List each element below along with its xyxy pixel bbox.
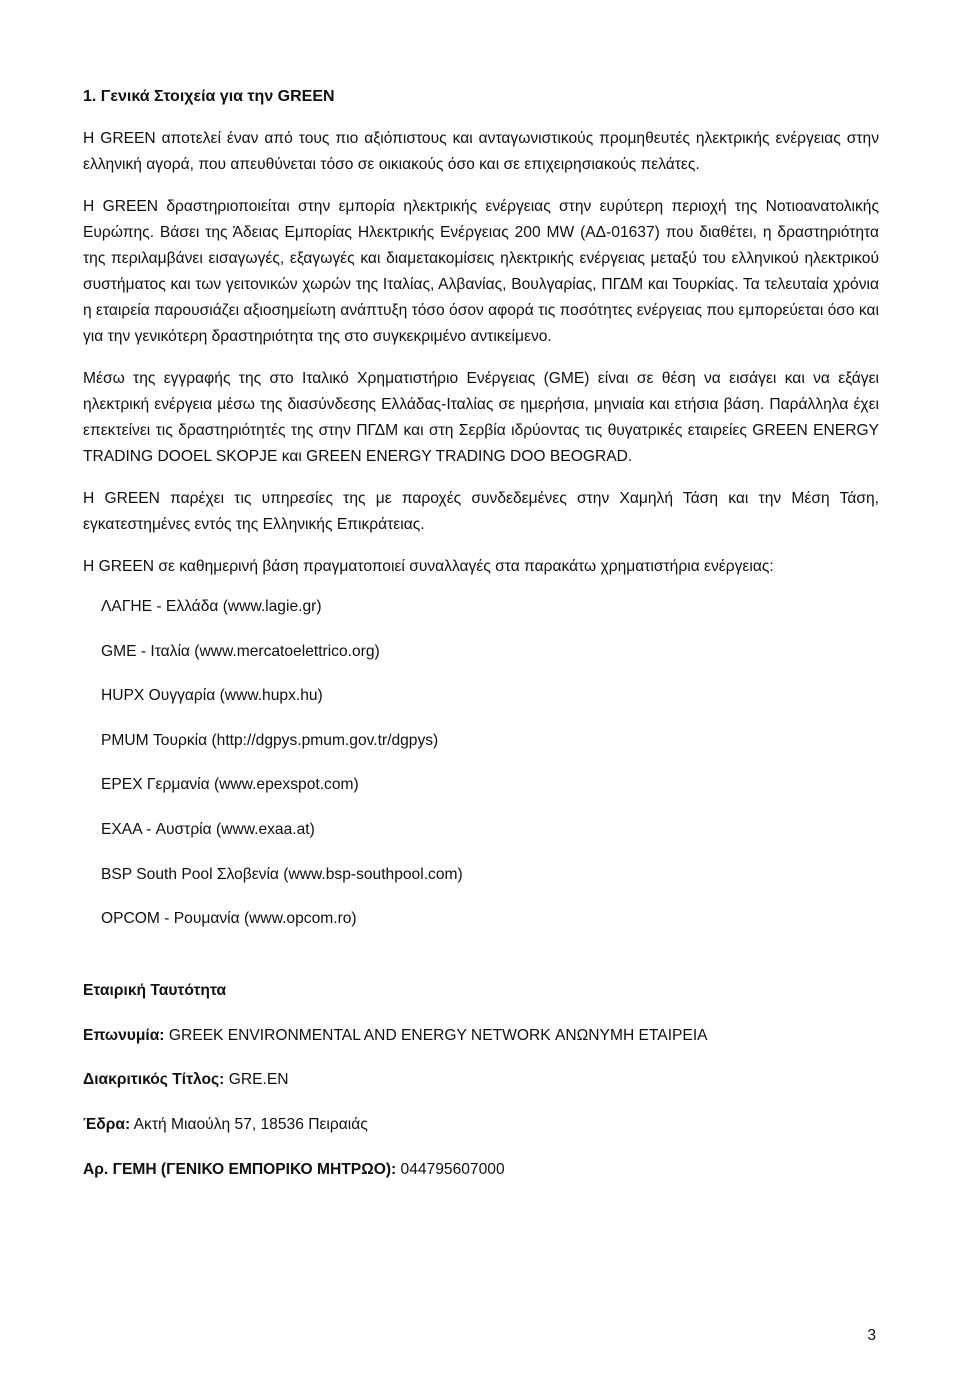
- identity-row-title: [83, 1067, 879, 1093]
- paragraph-gme: Μέσω της εγγραφής της στο Ιταλικό Χρηματιστήριο Ενέργειας (GME) είναι σε θέση να εισάγει και να εξάγει ηλεκτρική ενέργεια μέσω της διασύνδεσης Ελλάδας-Ιταλίας σε ημερήσια, μηνιαία και ετήσια βάση. Παράλληλα έχει επεκτείνει τις δραστηριότητές της στην ΠΓΔΜ και στη Σερβία ιδρύοντας τις θυγατρικές εταιρείες GREEN ENERGY TRADING DOOEL SKOPJE και GREEN ENERGY TRADING DOO BEOGRAD.: [83, 370, 879, 465]
- energy-exchange-list: [83, 594, 879, 932]
- section-title: 1. Γενικά Στοιχεία για την GREEN: [83, 88, 335, 105]
- identity-label: Αρ. ΓΕΜΗ (ΓΕΝΙΚΟ ΕΜΠΟΡΙΚΟ ΜΗΤΡΩΟ):: [83, 1160, 397, 1178]
- page-content: [83, 84, 879, 1201]
- identity-label: Διακριτικός Τίτλος:: [83, 1071, 225, 1089]
- identity-value: GRE.EN: [224, 1071, 289, 1089]
- list-item: EXAA - Αυστρία (www.exaa.at): [101, 820, 315, 838]
- list-item: BSP South Pool Σλοβενία (www.bsp-southpool.com): [101, 865, 463, 883]
- list-item: EPEX Γερμανία (www.epexspot.com): [101, 776, 359, 794]
- paragraph-services: Η GREEN παρέχει τις υπηρεσίες της με παροχές συνδεδεμένες στην Χαμηλή Τάση και την Μέση Τάση, εγκατεστημένες εντός της Ελληνικής Επικράτειας.: [83, 490, 879, 533]
- identity-row-address: [83, 1112, 879, 1138]
- identity-value: GREEK ENVIRONMENTAL AND ENERGY NETWORK ΑΝΩΝΥΜΗ ΕΤΑΙΡΕΙΑ: [164, 1026, 708, 1044]
- list-item: ΛΑΓΗΕ - Ελλάδα (www.lagie.gr): [101, 598, 322, 615]
- identity-label: Έδρα:: [83, 1115, 131, 1133]
- paragraph-intro: Η GREEN αποτελεί έναν από τους πιο αξιόπιστους και ανταγωνιστικούς προμηθευτές ηλεκτρικής ενέργειας στην ελληνική αγορά, που απευθύνεται τόσο σε οικιακούς όσο και σε επιχειρησιακούς πελάτες.: [83, 130, 879, 173]
- identity-heading: Εταιρική Ταυτότητα: [83, 982, 227, 1000]
- list-item: GME - Ιταλία (www.mercatoelettrico.org): [101, 642, 380, 660]
- list-item: HUPX Ουγγαρία (www.hupx.hu): [101, 687, 323, 705]
- paragraph-markets-intro: Η GREEN σε καθημερινή βάση πραγματοποιεί συναλλαγές στα παρακάτω χρηματιστήρια ενέργειας:: [83, 558, 774, 575]
- list-item: PMUM Τουρκία (http://dgpys.pmum.gov.tr/dgpys): [101, 731, 439, 749]
- identity-label: Επωνυμία:: [83, 1026, 165, 1044]
- page-number: 3: [867, 1327, 876, 1344]
- identity-row-name: [83, 1023, 879, 1049]
- identity-value: Ακτή Μιαούλη 57, 18536 Πειραιάς: [130, 1115, 368, 1133]
- list-item: OPCOM - Ρουμανία (www.opcom.ro): [101, 910, 357, 928]
- identity-row-registry: [83, 1157, 879, 1183]
- paragraph-activity: Η GREEN δραστηριοποιείται στην εμπορία ηλεκτρικής ενέργειας στην ευρύτερη περιοχή της Νοτιοανατολικής Ευρώπης. Βάσει της Άδειας Εμπορίας Ηλεκτρικής Ενέργειας 200 MW (ΑΔ-01637) που διαθέτει, η δραστηριότητα της περιλαμβάνει εισαγωγές, εξαγωγές και διαμετακομίσεις ηλεκτρικής ενέργειας μεταξύ του ελληνικού ηλεκτρικού συστήματος και των γειτονικών χωρών της Ιταλίας, Αλβανίας, Βουλγαρίας, ΠΓΔΜ και Τουρκίας. Τα τελευταία χρόνια η εταιρεία παρουσιάζει αξιοσημείωτη ανάπτυξη τόσο όσον αφορά τις ποσότητες ενέργειας που εμπορεύεται όσο και για την γενικότερη δραστηριότητα της στο συγκεκριμένο αντικείμενο.: [83, 198, 880, 345]
- identity-value: 044795607000: [396, 1160, 505, 1178]
